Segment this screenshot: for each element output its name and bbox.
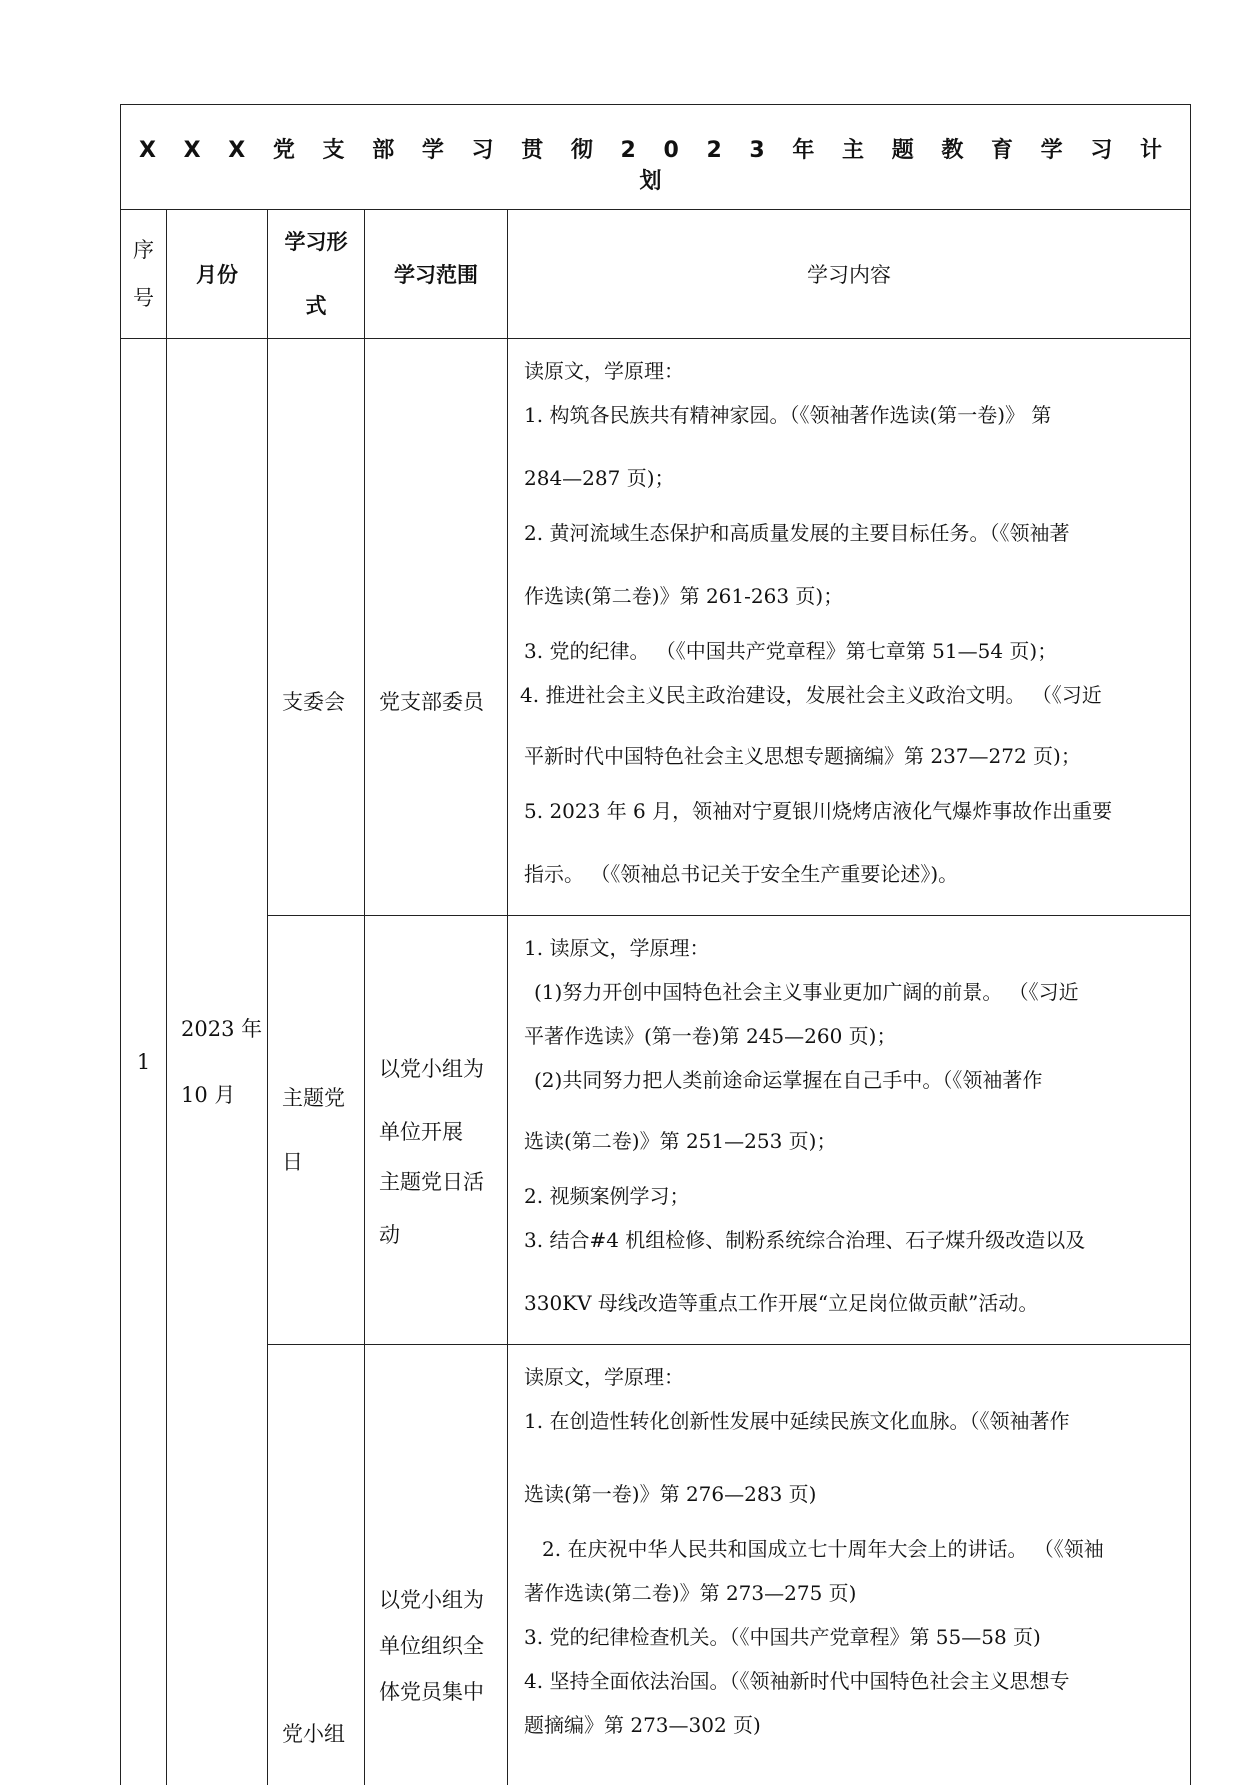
header-form-line-1: 学习形 — [284, 230, 348, 254]
content-line: (2)共同努力把人类前途命运掌握在自己手中。（《领袖著作 — [534, 1068, 1043, 1092]
section-1-form-line-1: 支委会 — [282, 690, 345, 714]
header-scope: 学习范围 — [365, 210, 508, 339]
section-2-scope-line-2: 单位开展 — [379, 1120, 463, 1144]
row-month — [167, 339, 268, 1785]
content-line: 1. 读原文，学原理： — [524, 936, 710, 960]
content-line: 选读(第一卷)》第 276—283 页) — [524, 1482, 817, 1506]
section-3-form — [268, 1345, 365, 1785]
section-2-scope-line-4: 动 — [379, 1223, 400, 1247]
content-line: 指示。 （《领袖总书记关于安全生产重要论述》)。 — [524, 862, 959, 886]
section-3-content — [508, 1345, 1191, 1785]
content-line: 4. 推进社会主义民主政治建设，发展社会主义政治文明。 （《习近 — [520, 683, 1102, 707]
section-3-scope-line-2: 单位组织全 — [379, 1633, 484, 1658]
section-3-form-line-1: 党小组 — [282, 1721, 345, 1746]
content-line: 选读(第二卷)》第 251—253 页)； — [524, 1129, 837, 1153]
section-2-scope-line-3: 主题党日活 — [379, 1170, 484, 1194]
section-2-scope-line-1: 以党小组为 — [379, 1057, 484, 1081]
row-month-line-2: 10 月 — [181, 1082, 236, 1107]
content-line: 读原文，学原理： — [524, 359, 684, 383]
content-line: 平新时代中国特色社会主义思想专题摘编》第 237—272 页)； — [524, 744, 1081, 768]
content-line: 2. 黄河流域生态保护和高质量发展的主要目标任务。（《领袖著 — [524, 521, 1070, 545]
section-2-scope — [365, 916, 508, 1345]
section-3-scope — [365, 1345, 508, 1785]
header-seq-line-1: 序 — [133, 238, 154, 262]
section-3-scope-line-1: 以党小组为 — [379, 1587, 484, 1612]
section-1-scope — [365, 339, 508, 916]
content-line: 5. 2023 年 6 月，领袖对宁夏银川烧烤店液化气爆炸事故作出重要 — [524, 799, 1113, 823]
section-2-form-line-2: 日 — [282, 1150, 303, 1174]
section-2-form-line-1: 主题党 — [282, 1086, 345, 1110]
table-row — [121, 1345, 1191, 1785]
row-month-line-1: 2023 年 — [181, 1016, 263, 1041]
header-seq — [121, 210, 167, 339]
document-title-text: X X X 党 支 部 学 习 贯 彻 2 0 2 3 年 主 题 教 育 学 习 计 划 — [139, 138, 1172, 194]
study-plan-table — [120, 104, 1191, 1785]
content-line: 作选读(第二卷)》第 261-263 页)； — [524, 584, 844, 608]
content-line: 题摘编》第 273—302 页) — [524, 1713, 761, 1737]
content-line: 3. 党的纪律检查机关。（《中国共产党章程》第 55—58 页) — [524, 1625, 1041, 1649]
header-form-line-2: 式 — [305, 294, 327, 318]
content-line: 著作选读(第二卷)》第 273—275 页) — [524, 1581, 857, 1605]
section-3-scope-line-3: 体党员集中 — [379, 1679, 484, 1704]
content-line: 3. 结合#4 机组检修、制粉系统综合治理、石子煤升级改造以及 — [524, 1228, 1086, 1252]
header-month: 月份 — [167, 210, 268, 339]
content-line: 330KV 母线改造等重点工作开展“立足岗位做贡献”活动。 — [524, 1291, 1039, 1315]
content-line: 2. 视频案例学习； — [524, 1184, 690, 1208]
header-content: 学习内容 — [508, 210, 1191, 339]
content-line: 1. 构筑各民族共有精神家园。（《领袖著作选读(第一卷)》 第 — [524, 403, 1052, 427]
header-seq-line-2: 号 — [133, 286, 154, 310]
content-line: 4. 坚持全面依法治国。（《领袖新时代中国特色社会主义思想专 — [524, 1669, 1070, 1693]
row-seq: 1 — [121, 339, 167, 1785]
content-line: 平著作选读》(第一卷)第 245—260 页)； — [524, 1024, 897, 1048]
content-line: (1)努力开创中国特色社会主义事业更加广阔的前景。 （《习近 — [534, 980, 1079, 1004]
table-row — [121, 339, 1191, 916]
section-1-scope-line-1: 党支部委员 — [379, 690, 484, 714]
document-title — [121, 105, 1191, 210]
section-1-content — [508, 339, 1191, 916]
content-line: 3. 党的纪律。 （《中国共产党章程》第七章第 51—54 页)； — [524, 639, 1058, 663]
content-line: 1. 在创造性转化创新性发展中延续民族文化血脉。（《领袖著作 — [524, 1409, 1070, 1433]
content-line: 读原文，学原理： — [524, 1365, 684, 1389]
header-form — [268, 210, 365, 339]
section-2-content — [508, 916, 1191, 1345]
section-1-form — [268, 339, 365, 916]
section-2-form — [268, 916, 365, 1345]
content-line: 2. 在庆祝中华人民共和国成立七十周年大会上的讲话。 （《领袖 — [542, 1537, 1104, 1561]
content-line: 284—287 页)； — [524, 466, 675, 490]
table-row — [121, 916, 1191, 1345]
